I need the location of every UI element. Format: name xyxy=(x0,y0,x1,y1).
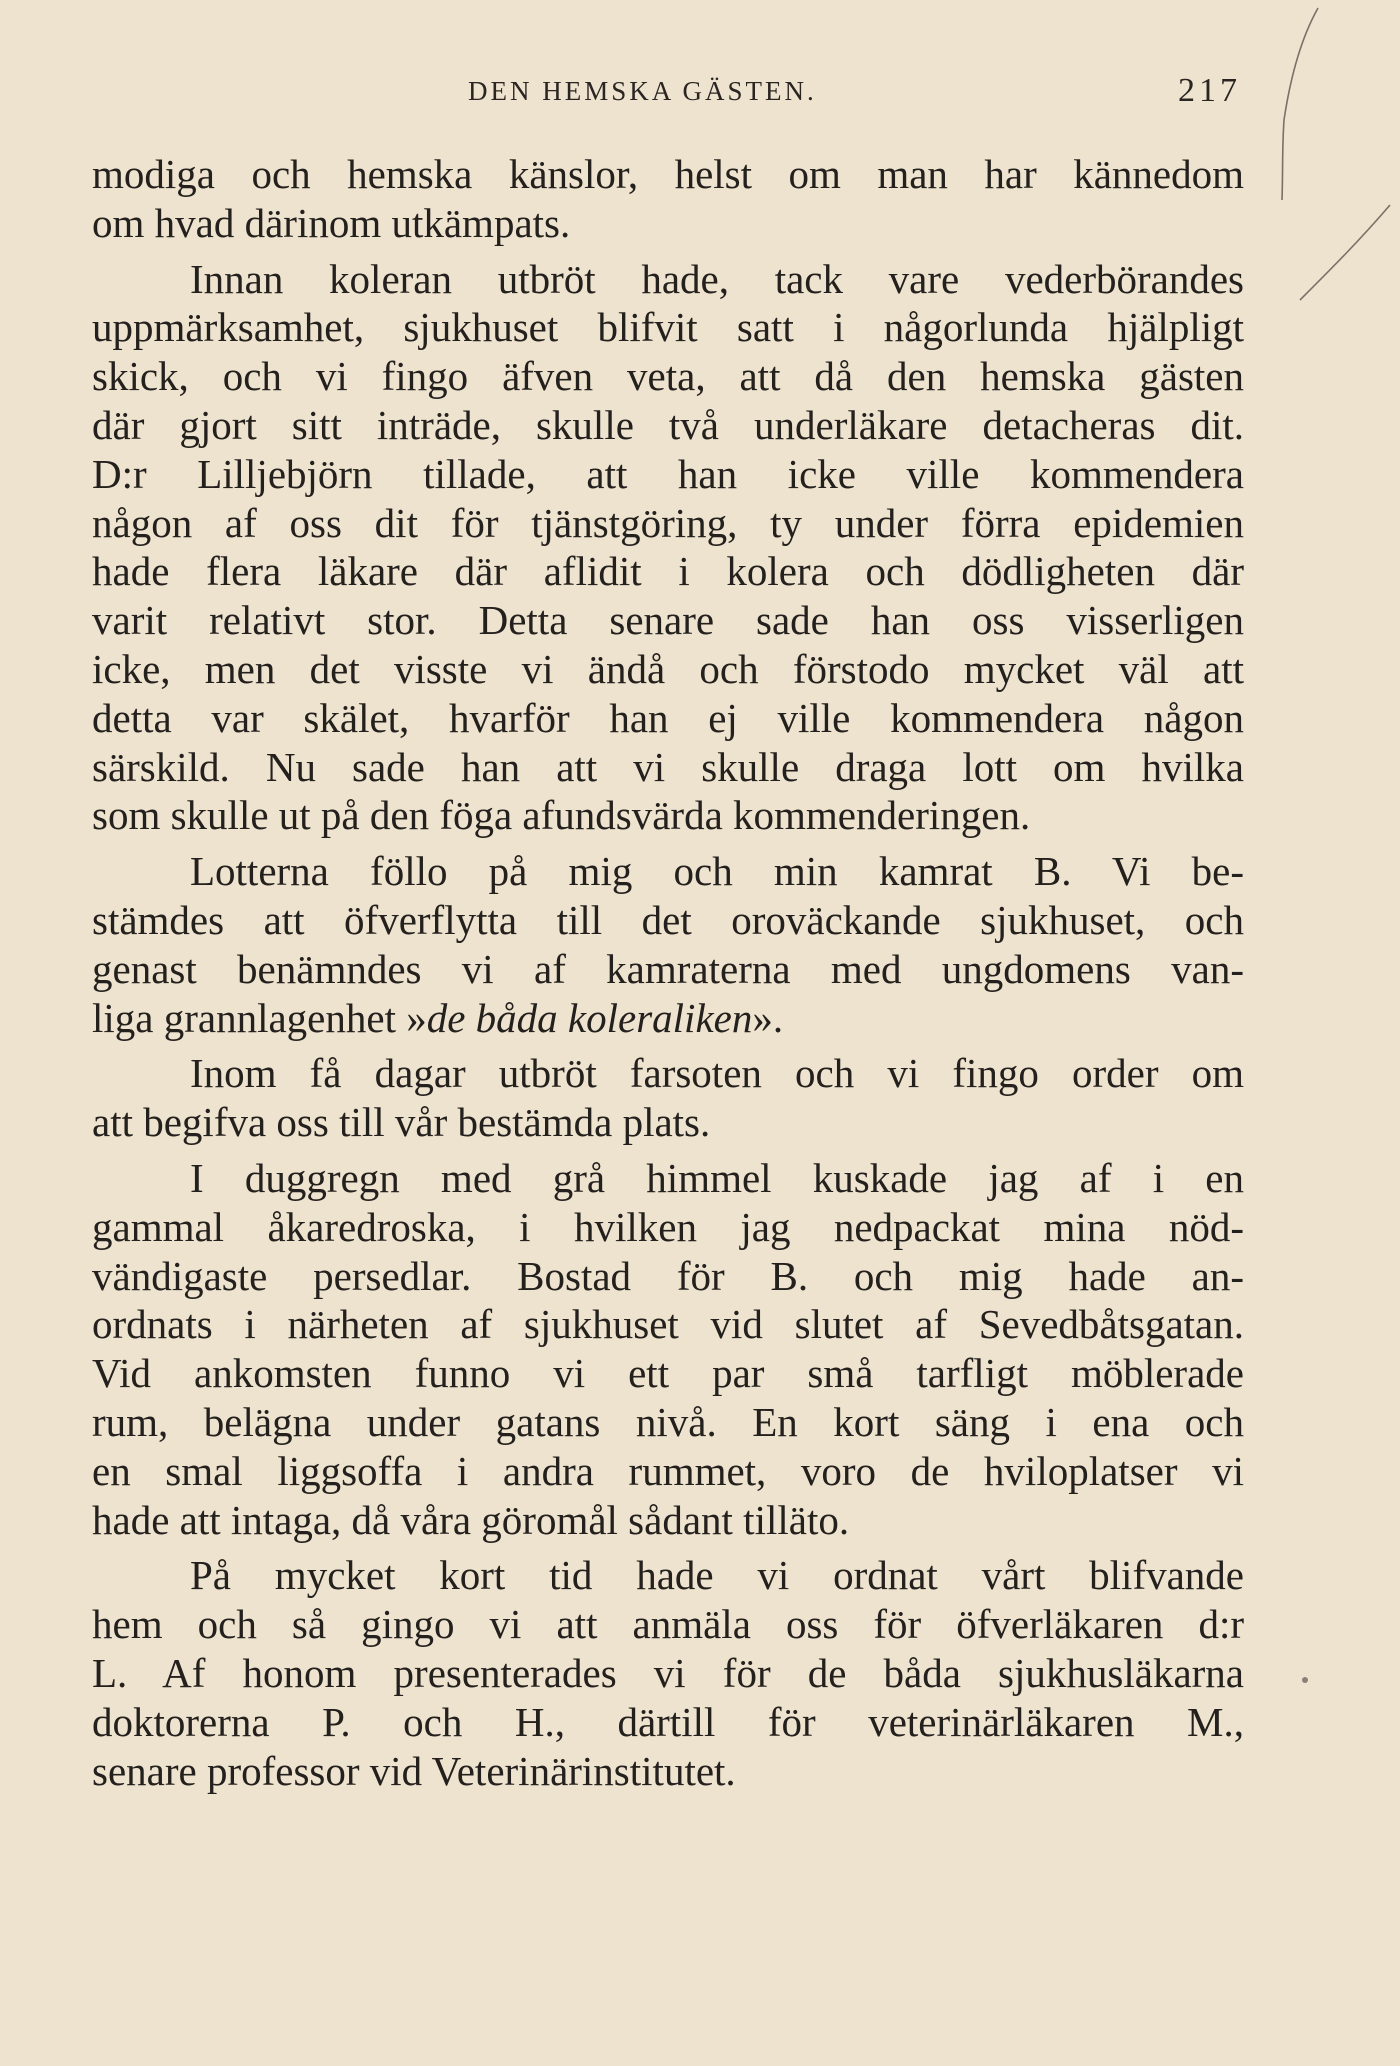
text-line: D:r Lilljebjörn tillade, att han icke ville kommendera xyxy=(92,450,1244,497)
text-line: ordnats i närheten af sjukhuset vid slutet af Sevedbåtsgatan. xyxy=(92,1301,1244,1348)
text-line: där gjort sitt inträde, skulle två underläkare detacheras dit. xyxy=(92,401,1244,448)
text-line xyxy=(92,994,1244,1043)
text-line: hade att intaga, då våra göromål sådant tilläto. xyxy=(92,1496,850,1543)
text-line: uppmärksamhet, sjukhuset blifvit satt i någorlunda hjälpligt xyxy=(92,304,1244,351)
text-line: rum, belägna under gatans nivå. En kort säng i ena och xyxy=(92,1398,1244,1445)
text-line: detta var skälet, hvarför han ej ville kommendera någon xyxy=(92,694,1244,741)
text-line: särskild. Nu sade han att vi skulle draga lott om hvilka xyxy=(92,743,1244,790)
text-line: senare professor vid Veterinärinstitutet. xyxy=(92,1747,736,1794)
pencil-dot xyxy=(1302,1677,1308,1683)
text-line: Innan koleran utbröt hade, tack vare vederbörandes xyxy=(190,255,1244,302)
text-line: hem och så gingo vi att anmäla oss för öfverläkaren d:r xyxy=(92,1601,1244,1648)
text-fragment: liga grannlagenhet » xyxy=(92,994,427,1041)
text-line: gammal åkaredroska, i hvilken jag nedpackat mina nöd- xyxy=(92,1203,1244,1250)
italic-title: de båda koleraliken xyxy=(426,994,753,1041)
text-line: stämdes att öfverflytta till det oroväckande sjukhuset, och xyxy=(92,896,1244,943)
text-line: doktorerna P. och H., därtill för veterinärläkaren M., xyxy=(92,1698,1244,1745)
text-line: en smal liggsoffa i andra rummet, voro de hviloplatser vi xyxy=(92,1447,1244,1494)
text-line: att begifva oss till vår bestämda plats. xyxy=(92,1099,711,1146)
page-number: 217 xyxy=(1178,72,1241,109)
text-line: om hvad därinom utkämpats. xyxy=(92,199,571,246)
text-line: L. Af honom presenterades vi för de båda sjukhusläkarna xyxy=(92,1649,1244,1696)
running-title: DEN HEMSKA GÄSTEN. xyxy=(468,76,817,106)
body-text xyxy=(92,150,1244,1795)
text-fragment: ». xyxy=(752,994,784,1041)
text-line: vändigaste persedlar. Bostad för B. och mig hade an- xyxy=(92,1252,1244,1299)
text-line: icke, men det visste vi ändå och förstodo mycket väl att xyxy=(92,645,1244,692)
text-line: som skulle ut på den föga afundsvärda kommenderingen. xyxy=(92,792,1031,839)
text-line: någon af oss dit för tjänstgöring, ty under förra epidemien xyxy=(92,499,1244,546)
text-line: skick, och vi fingo äfven veta, att då den hemska gästen xyxy=(92,353,1244,400)
text-line: Vid ankomsten funno vi ett par små tarfligt möblerade xyxy=(92,1350,1244,1397)
text-line: modiga och hemska känslor, helst om man har kännedom xyxy=(92,151,1244,197)
text-line: Lotterna föllo på mig och min kamrat B. Vi be- xyxy=(190,848,1244,895)
running-header xyxy=(0,72,1400,122)
pencil-line-diagonal xyxy=(1300,205,1390,300)
text-line: I duggregn med grå himmel kuskade jag af i en xyxy=(190,1154,1244,1201)
text-line: På mycket kort tid hade vi ordnat vårt blifvande xyxy=(190,1552,1244,1599)
text-line: Inom få dagar utbröt farsoten och vi fingo order om xyxy=(190,1050,1244,1097)
text-line: genast benämndes vi af kamraterna med ungdomens van- xyxy=(92,945,1244,992)
text-line: hade flera läkare där aflidit i kolera och dödligheten där xyxy=(92,548,1244,595)
text-line: varit relativt stor. Detta senare sade han oss visserligen xyxy=(92,597,1244,644)
